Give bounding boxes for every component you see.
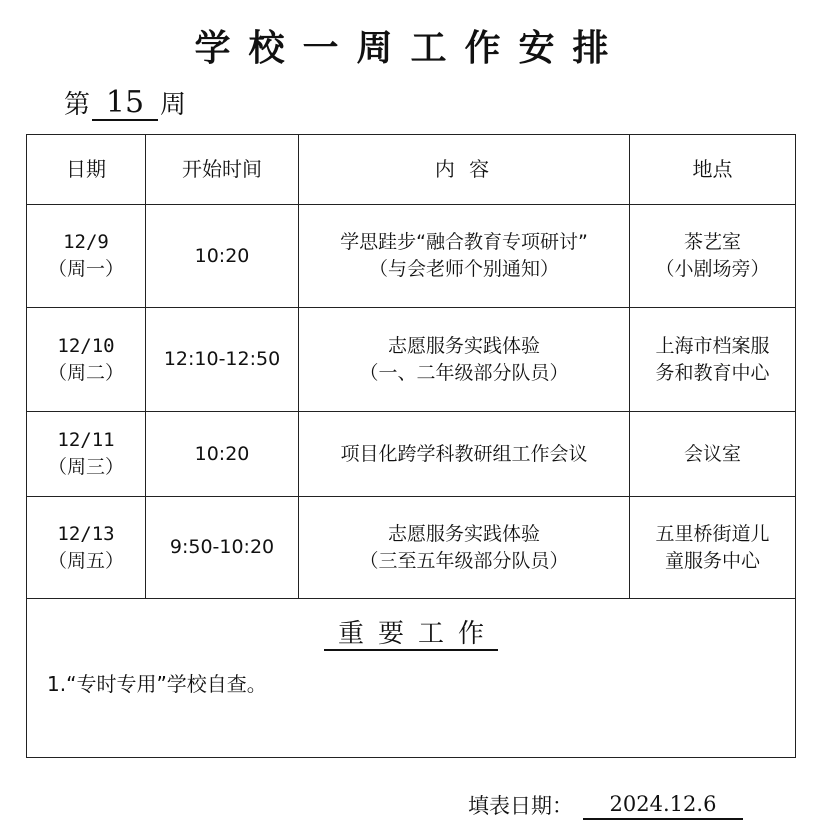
location-line1: 会议室 (683, 442, 741, 465)
content-cell (299, 205, 630, 308)
date-cell (27, 308, 146, 412)
week-number: 15 (92, 87, 158, 121)
content-line1: 志愿服务实践体验 (387, 334, 540, 357)
content-line1: 项目化跨学科教研组工作会议 (340, 442, 588, 465)
fill-date (468, 790, 743, 820)
table-row (27, 205, 796, 308)
weekday-value: （周一） (47, 258, 124, 280)
page-title: 学校一周工作安排 (194, 28, 627, 69)
header-time: 开始时间 (146, 135, 299, 205)
content-line2: （一、二年级部分队员） (359, 361, 569, 384)
date-value: 12/11 (57, 429, 115, 451)
content-line1: 学思跬步“融合教育专项研讨” (340, 231, 588, 253)
fill-date-label: 填表日期： (468, 794, 573, 818)
location-line2: （小剧场旁） (655, 258, 770, 280)
date-value: 12/9 (63, 231, 109, 253)
location-line1: 上海市档案服 (655, 334, 770, 357)
important-work-title: 重要工作 (324, 619, 498, 651)
weekday-value: （周三） (47, 456, 124, 478)
fill-date-value: 2024.12.6 (583, 790, 743, 820)
date-cell (27, 497, 146, 599)
content-cell (299, 497, 630, 599)
schedule-table (26, 134, 796, 758)
week-prefix: 第 (64, 90, 91, 120)
header-location: 地点 (630, 135, 796, 205)
location-line2: 务和教育中心 (655, 361, 770, 384)
location-line1: 五里桥街道儿 (655, 522, 770, 545)
time-cell: 10:20 (146, 412, 299, 497)
location-cell (630, 308, 796, 412)
location-cell (630, 205, 796, 308)
date-cell (27, 205, 146, 308)
date-cell (27, 412, 146, 497)
location-cell (630, 497, 796, 599)
header-content: 内 容 (299, 135, 630, 205)
time-cell: 9:50-10:20 (146, 497, 299, 599)
content-line1: 志愿服务实践体验 (387, 522, 540, 545)
table-header-row (27, 135, 796, 205)
important-work-title-wrap (27, 617, 795, 651)
location-line1: 茶艺室 (683, 231, 741, 253)
header-date: 日期 (27, 135, 146, 205)
table-row (27, 308, 796, 412)
week-indicator (64, 84, 186, 121)
content-cell (299, 412, 630, 497)
content-cell (299, 308, 630, 412)
important-work-item: 1.“专时专用”学校自查。 (47, 672, 267, 696)
table-row (27, 412, 796, 497)
weekday-value: （周五） (47, 549, 124, 572)
time-cell: 12:10-12:50 (146, 308, 299, 412)
important-work-row (27, 599, 796, 758)
weekday-value: （周二） (47, 361, 124, 384)
time-cell: 10:20 (146, 205, 299, 308)
content-line2: （三至五年级部分队员） (359, 549, 569, 572)
table-row (27, 497, 796, 599)
content-line2: （与会老师个别通知） (368, 258, 559, 280)
week-suffix: 周 (160, 90, 187, 120)
location-cell (630, 412, 796, 497)
location-line2: 童服务中心 (664, 549, 760, 572)
important-work-section (27, 599, 796, 758)
date-value: 12/10 (57, 334, 115, 357)
date-value: 12/13 (57, 522, 115, 545)
